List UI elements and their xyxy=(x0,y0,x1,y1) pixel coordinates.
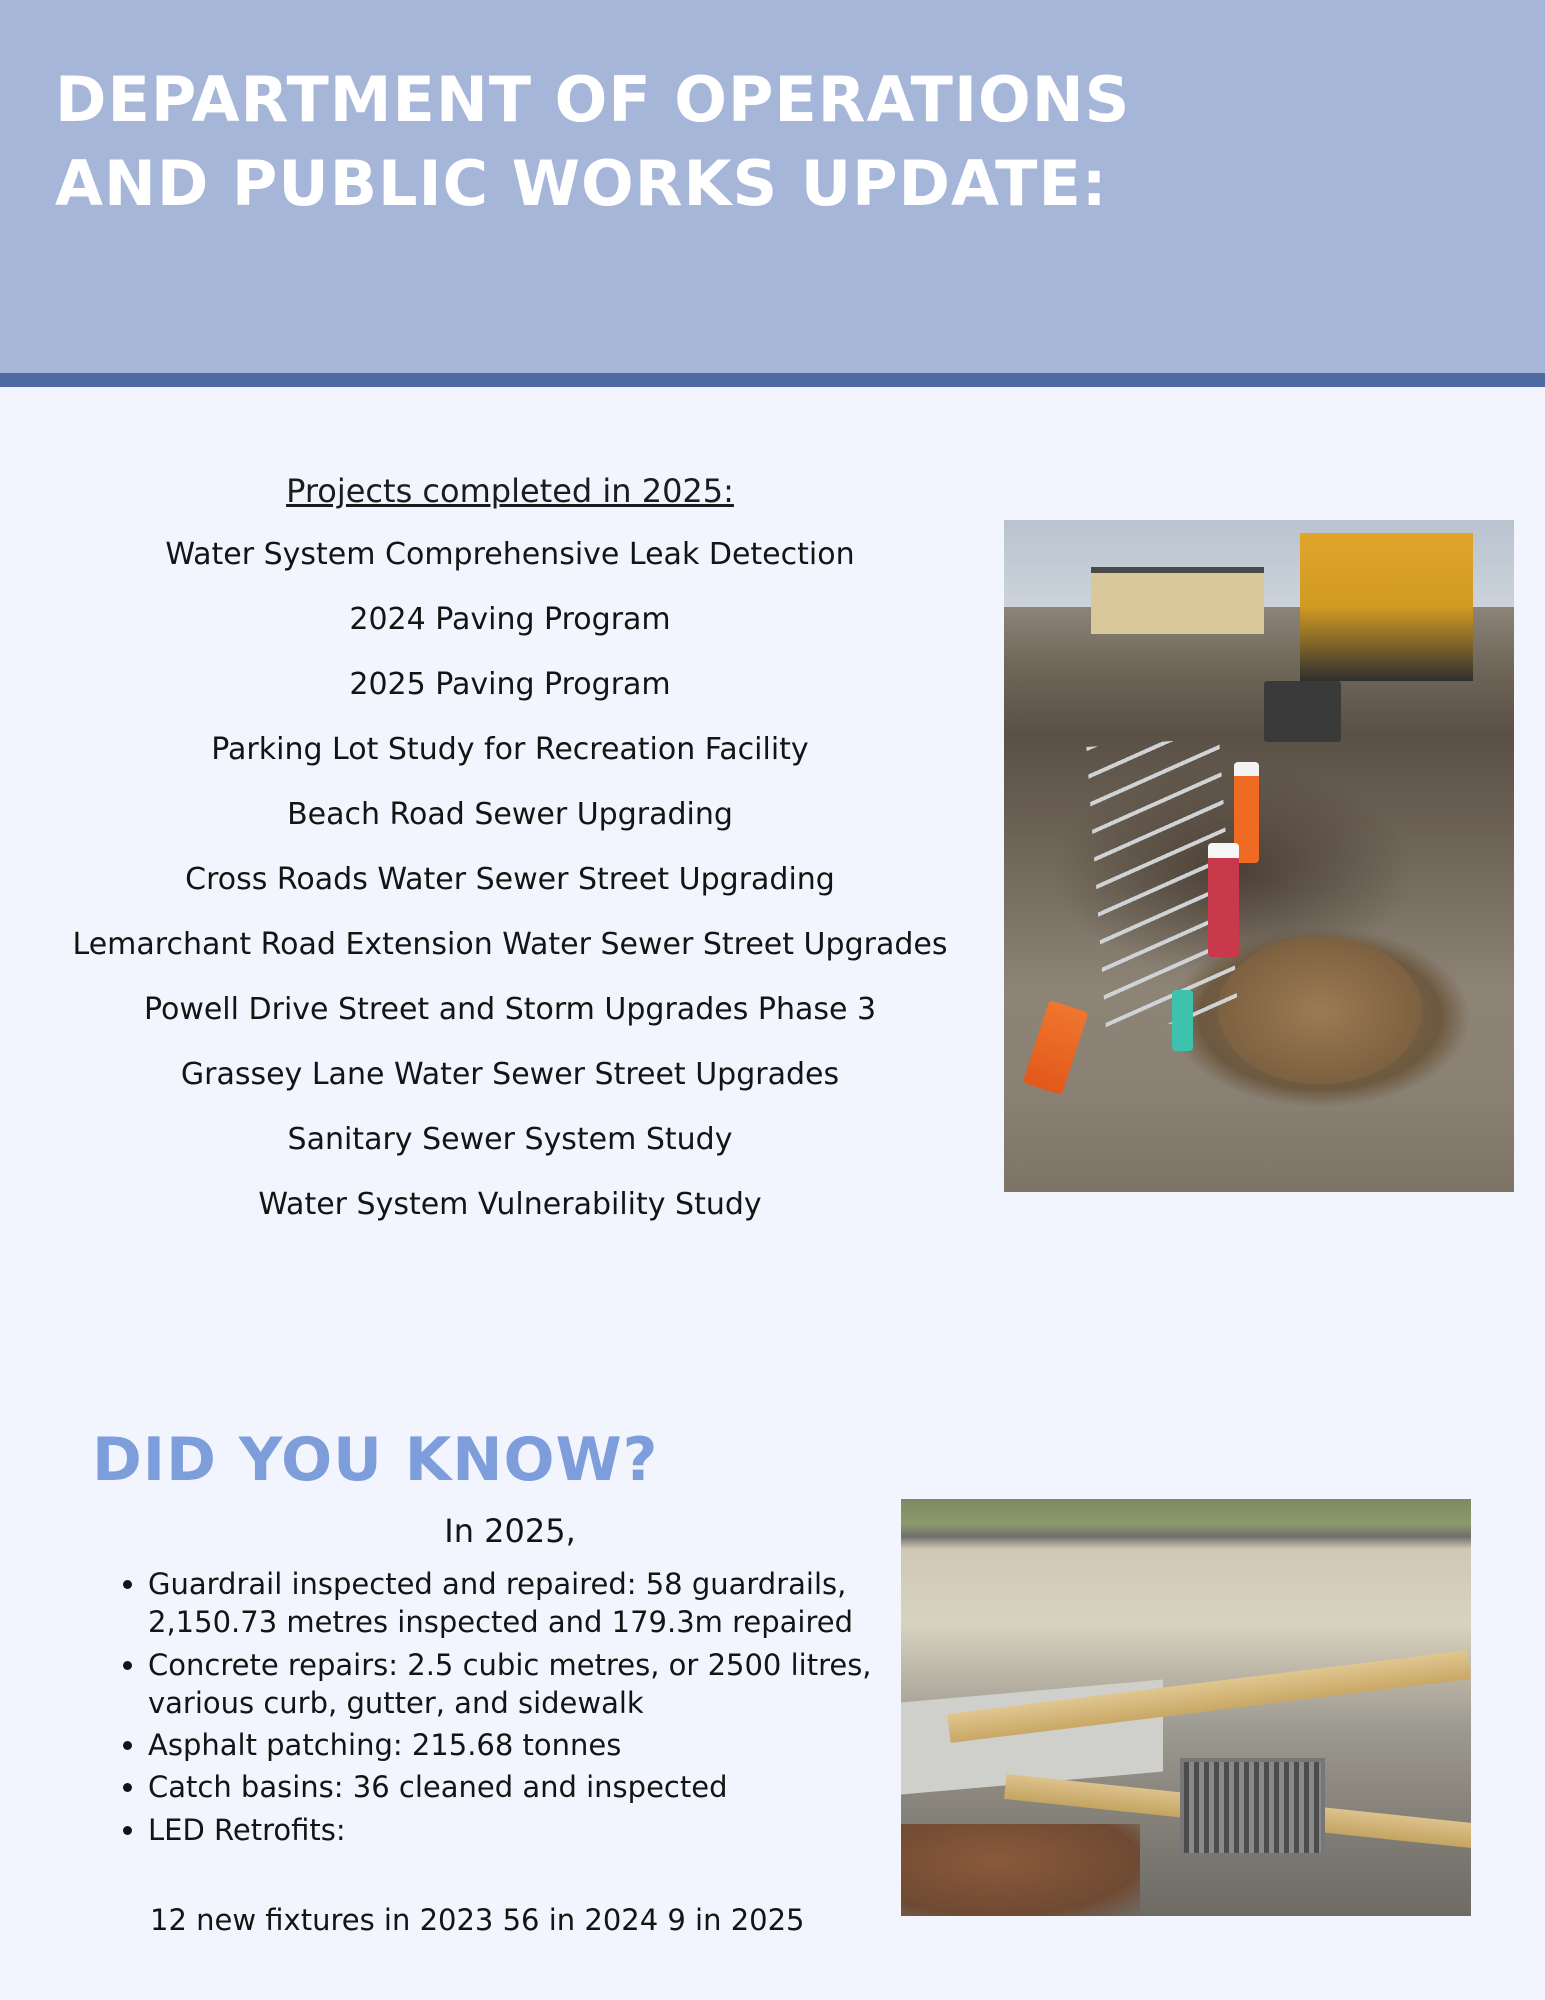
excavation-photo xyxy=(1004,520,1514,1192)
completed-projects-section xyxy=(0,472,1020,1255)
list-item: • Guardrail inspected and repaired: 58 guardrails, 2,150.73 metres inspected and 179.3m repaired xyxy=(148,1565,948,1642)
did-you-know-heading: DID YOU KNOW? xyxy=(92,1425,659,1495)
list-item: • Catch basins: 36 cleaned and inspected xyxy=(148,1768,948,1806)
project-item: Powell Drive Street and Storm Upgrades Phase 3 xyxy=(143,992,877,1027)
led-retrofit-detail: 12 new fixtures in 2023 56 in 2024 9 in 2025 xyxy=(150,1903,805,1937)
completed-projects-heading: Projects completed in 2025: xyxy=(286,472,734,510)
header-divider xyxy=(0,373,1545,387)
list-item: • Concrete repairs: 2.5 cubic metres, or 2500 litres, various curb, gutter, and sidewalk xyxy=(148,1646,948,1723)
project-item: Cross Roads Water Sewer Street Upgrading xyxy=(185,862,835,897)
excavator-region xyxy=(1300,533,1473,681)
excavator-bucket-region xyxy=(1264,681,1341,741)
did-you-know-subheading: In 2025, xyxy=(444,1512,576,1550)
project-item: 2024 Paving Program xyxy=(349,602,671,637)
list-item: • LED Retrofits: xyxy=(148,1811,948,1849)
project-item: Sanitary Sewer System Study xyxy=(287,1122,733,1157)
worker-red-region xyxy=(1208,843,1239,957)
project-item: 2025 Paving Program xyxy=(349,667,671,702)
project-item: Beach Road Sewer Upgrading xyxy=(287,797,733,832)
page-title: DEPARTMENT OF OPERATIONS AND PUBLIC WORKS UPDATE: xyxy=(55,63,1131,220)
project-item: Water System Comprehensive Leak Detection xyxy=(165,537,855,572)
did-you-know-bullet-list xyxy=(100,1565,948,1853)
house-region xyxy=(1091,567,1264,633)
catch-basin-photo xyxy=(901,1499,1471,1916)
water-pool-region xyxy=(1218,937,1422,1085)
page-header xyxy=(0,0,1545,373)
project-item: Lemarchant Road Extension Water Sewer Street Upgrades xyxy=(72,927,948,962)
project-item: Parking Lot Study for Recreation Facility xyxy=(211,732,809,767)
project-item: Grassey Lane Water Sewer Street Upgrades xyxy=(180,1057,840,1092)
mud-region xyxy=(901,1824,1140,1916)
pipe-region xyxy=(1172,990,1192,1050)
list-item: • Asphalt patching: 215.68 tonnes xyxy=(148,1726,948,1764)
catch-basin-grate-region xyxy=(1180,1758,1325,1858)
project-item: Water System Vulnerability Study xyxy=(258,1187,762,1222)
